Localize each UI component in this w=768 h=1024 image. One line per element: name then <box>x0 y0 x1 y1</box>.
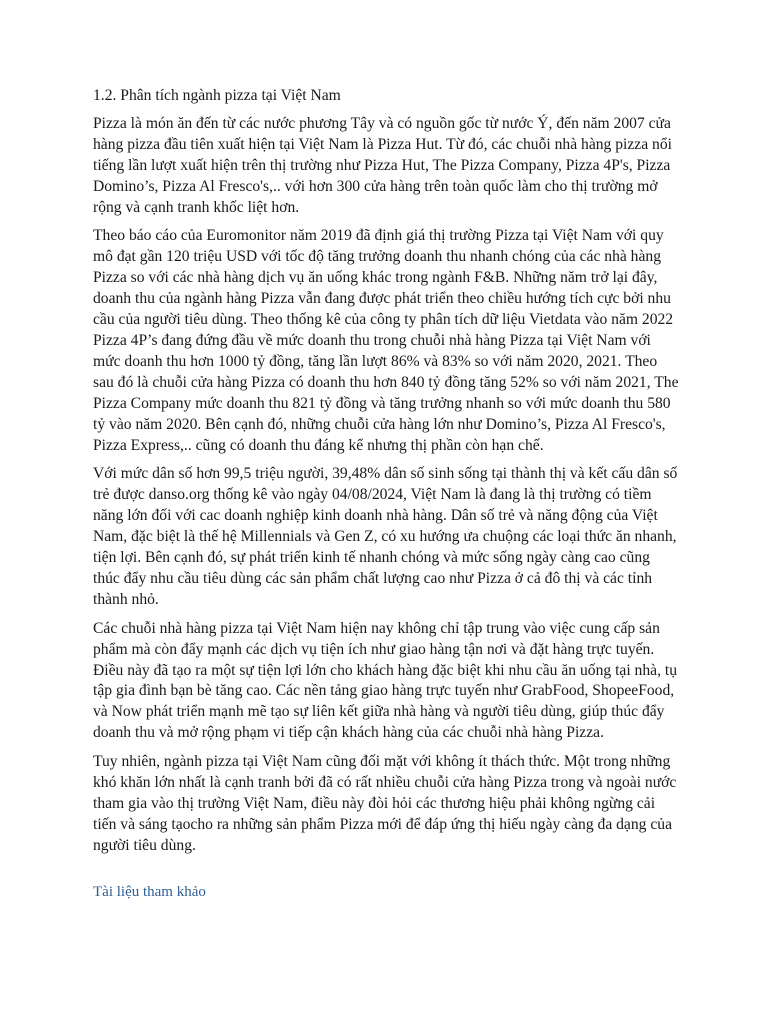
paragraph-challenges: Tuy nhiên, ngành pizza tại Việt Nam cũng đối mặt với không ít thách thức. Một trong những khó khăn lớn nhất là cạnh tranh bởi đã có rất nhiều chuỗi cửa hàng Pizza trong và ngoài nước tham gia vào thị trường Việt Nam, điều này đòi hỏi các thương hiệu phải không ngừng cải tiến và sáng tạocho ra những sản phẩm Pizza mới để đáp ứng thị hiếu ngày càng đa dạng của người tiêu dùng. <box>93 753 677 854</box>
paragraph-delivery-services: Các chuỗi nhà hàng pizza tại Việt Nam hiện nay không chỉ tập trung vào việc cung cấp sản phẩm mà còn đẩy mạnh các dịch vụ tiện ích như giao hàng tận nơi và đặt hàng trực tuyến. Điều này đã tạo ra một sự tiện lợi lớn cho khách hàng đặc biệt khi nhu cầu ăn uống tại nhà, tụ tập gia đình bạn bè tăng cao. Các nền tảng giao hàng trực tuyến như GrabFood, ShopeeFood, và Now phát triển mạnh mẽ tạo sự liên kết giữa nhà hàng và người tiêu dùng, giúp thúc đẩy doanh thu và mở rộng phạm vi tiếp cận khách hàng của các chuỗi nhà hàng Pizza. <box>93 619 677 742</box>
paragraph-market-report: Theo báo cáo của Euromonitor năm 2019 đã định giá thị trường Pizza tại Việt Nam với quy mô đạt gần 120 triệu USD với tốc độ tăng trưởng doanh thu nhanh chóng của các nhà hàng Pizza so với các nhà hàng dịch vụ ăn uống khác trong ngành F&B. Những năm trở lại đây, doanh thu của ngành hàng Pizza vẫn đang được phát triển theo chiều hướng tích cực bởi nhu cầu của người tiêu dùng. Theo thống kê của công ty phân tích dữ liệu Vietdata vào năm 2022 Pizza 4P’s đang đứng đầu về mức doanh thu trong chuỗi nhà hàng Pizza tại Việt Nam với mức doanh thu hơn 1000 tỷ đồng, tăng lần lượt 86% và 83% so với năm 2020, 2021. Theo sau đó là chuỗi cửa hàng Pizza có doanh thu hơn 840 tỷ đồng tăng 52% so với năm 2021, The Pizza Company mức doanh thu 821 tỷ đồng và tăng trưởng nhanh so với mức doanh thu 580 tỷ vào năm 2020. Bên cạnh đó, những chuỗi cửa hàng lớn như Domino’s, Pizza Al Fresco's, Pizza Express,.. cũng có doanh thu đáng kể nhưng thị phần còn hạn chế. <box>93 227 679 454</box>
paragraph-pizza-origin: Pizza là món ăn đến từ các nước phương Tây và có nguồn gốc từ nước Ý, đến năm 2007 cửa hàng pizza đầu tiên xuất hiện tại Việt Nam là Pizza Hut. Từ đó, các chuỗi nhà hàng pizza nổi tiếng lần lượt xuất hiện trên thị trường như Pizza Hut, The Pizza Company, Pizza 4P's, Pizza Domino’s, Pizza Al Fresco's,.. với hơn 300 cửa hàng trên toàn quốc làm cho thị trường mở rộng và cạnh tranh khốc liệt hơn. <box>93 114 672 216</box>
paragraph-demographics: Với mức dân số hơn 99,5 triệu người, 39,48% dân số sinh sống tại thành thị và kết cấu dân số trẻ được danso.org thống kê vào ngày 04/08/2024, Việt Nam là đang là thị trường có tiềm năng lớn đối với cac doanh nghiệp kinh doanh nhà hàng. Dân số trẻ và năng động của Việt Nam, đặc biệt là thế hệ Millennials và Gen Z, có xu hướng ưa chuộng các loại thức ăn nhanh, tiện lợi. Bên cạnh đó, sự phát triển kinh tế nhanh chóng và mức sống ngày càng cao cũng thúc đẩy nhu cầu tiêu dùng các sản phẩm chất lượng cao như Pizza ở cả đô thị và các tỉnh thành nhỏ. <box>93 465 678 608</box>
references-link[interactable]: Tài liệu tham khảo <box>93 883 206 900</box>
section-heading: 1.2. Phân tích ngành pizza tại Việt Nam <box>93 87 341 104</box>
document-body <box>93 86 679 903</box>
